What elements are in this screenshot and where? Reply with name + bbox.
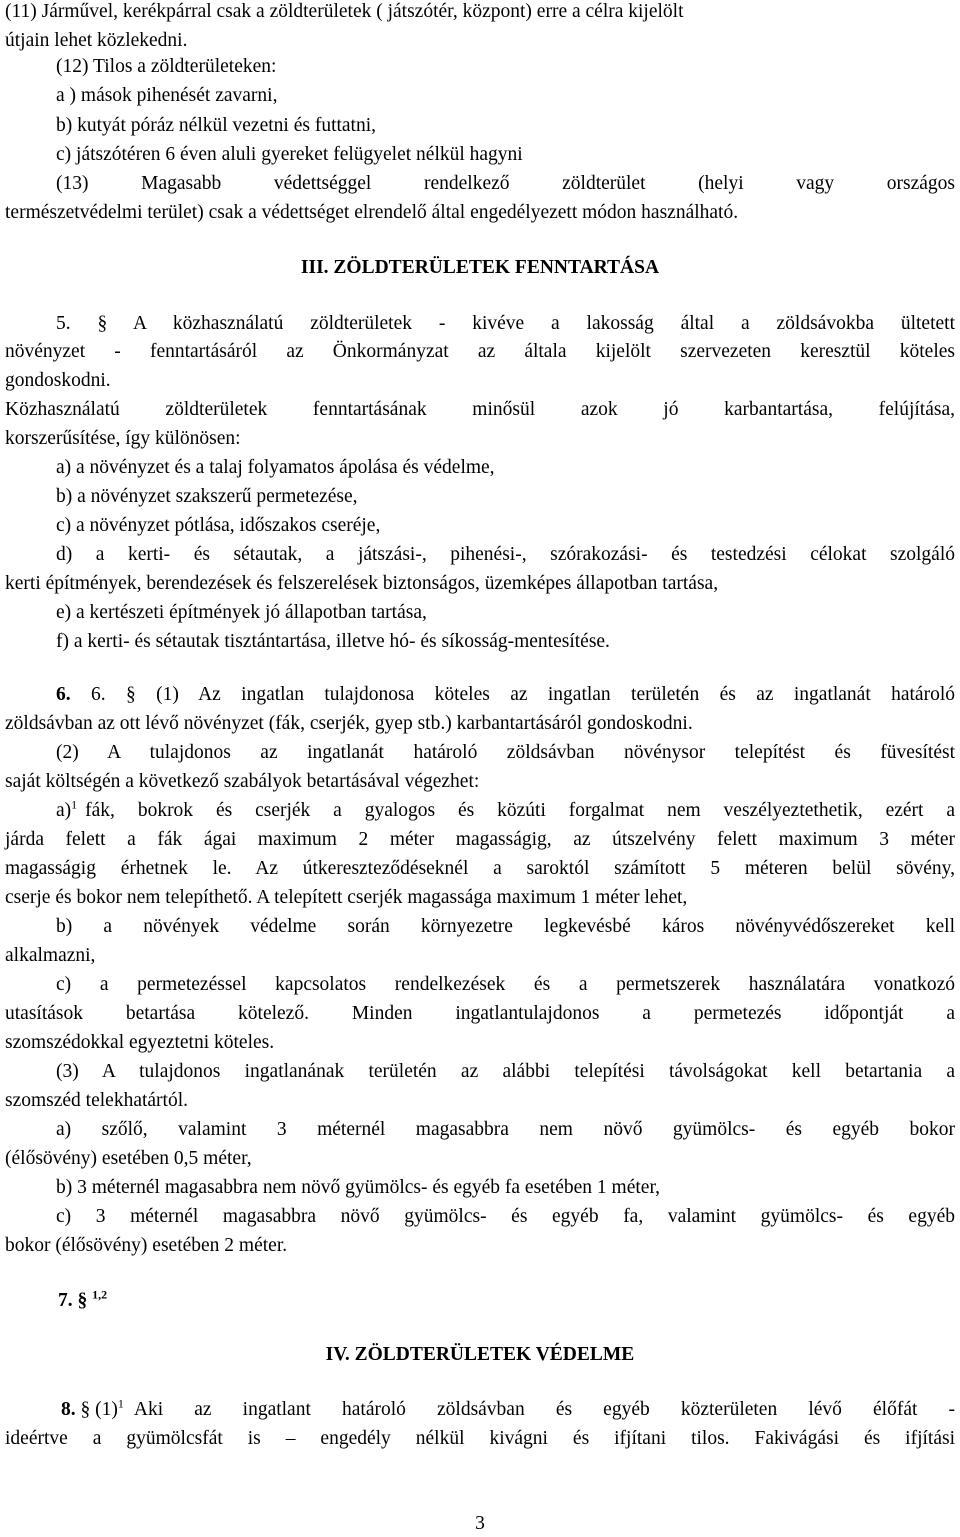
text-line: Közhasználatú zöldterületek fenntartásának minősül azok jó karbantartása, felújítása, [5, 399, 955, 420]
text-line: c) a növényzet pótlása, időszakos cseréje, [56, 515, 381, 536]
text-line: (12) Tilos a zöldterületeken: [56, 56, 277, 77]
text-line: zöldsávban az ott lévő növényzet (fák, cserjék, gyep stb.) karbantartásáról gondoskodni. [5, 713, 693, 734]
text-line: b) kutyát póráz nélkül vezetni és futtatni, [56, 115, 377, 136]
text-line: kerti építmények, berendezések és felszerelések biztonságos, üzemképes állapotban tartása, [5, 573, 719, 594]
text-line: (11) Járművel, kerékpárral csak a zöldterületek ( játszótér, központ) erre a célra kijelölt [5, 1, 684, 22]
text-line: a ) mások pihenését zavarni, [56, 85, 278, 106]
paragraph-7-label: 7. § $^{1,2}$ [58, 1287, 108, 1311]
text-line: ideértve a gyümölcsfát is – engedély nélkül kivágni és ifjítani tilos. Fakivágási és ifjítási [5, 1428, 955, 1449]
text-line: a) a növényzet és a talaj folyamatos ápolása és védelme, [56, 457, 495, 478]
text-line: növényzet - fenntartásáról az Önkormányzat az általa kijelölt szervezeten keresztül köteles [5, 341, 955, 362]
text-line: (2) A tulajdonos az ingatlanát határoló zöldsávban növénysor telepítést és füvesítést [56, 742, 955, 763]
text-line: (élősövény) esetében 0,5 méter, [5, 1148, 252, 1169]
footnote-ref: 1 [71, 797, 78, 812]
text-line: c) 3 méternél magasabbra növő gyümölcs- és egyéb fa, valamint gyümölcs- és egyéb [56, 1206, 955, 1227]
text-line: magasságig érhetnek le. Az útkereszteződéseknél a saroktól számított 5 méteren belül sövény, [5, 858, 955, 879]
text-line: szomszédokkal egyeztetni köteles. [5, 1032, 275, 1053]
text-line: útjain lehet közlekedni. [5, 30, 188, 51]
text-line: b) a növények védelme során környezetre legkevésbé káros növényvédőszereket kell [56, 916, 955, 937]
text-line: saját költségén a következő szabályok betartásával végezhet: [5, 771, 480, 792]
text-line: b) a növényzet szakszerű permetezése, [56, 486, 358, 507]
section-heading: III. ZÖLDTERÜLETEK FENNTARTÁSA [300, 257, 660, 278]
text-line: alkalmazni, [5, 945, 96, 966]
text-line: cserje és bokor nem telepíthető. A telepített cserjék magassága maximum 1 méter lehet, [5, 887, 688, 908]
text-line: (3) A tulajdonos ingatlanának területén az alábbi telepítési távolságokat kell betartania a [56, 1061, 955, 1082]
text-line: c) a permetezéssel kapcsolatos rendelkezések és a permetszerek használatára vonatkozó [56, 974, 955, 995]
text-line: c) játszótéren 6 éven aluli gyereket felügyelet nélkül hagyni [56, 144, 523, 165]
text-line: e) a kertészeti építmények jó állapotban tartása, [56, 602, 427, 623]
text-line: a)$^1$ fák, bokrok és cserjék a gyalogos és közúti forgalmat nem veszélyeztethetik, ezért a [56, 797, 955, 821]
paragraph-8-line: 8. § $(1)^1$ Aki az ingatlant határoló zöldsávban és egyéb közterületen lévő élőfát - [61, 1396, 955, 1420]
text-line: d) a kerti- és sétautak, a játszási-, pihenési-, szórakozási- és testedzési célokat szolgáló [56, 544, 955, 565]
text-line: szomszéd telekhatártól. [5, 1090, 189, 1111]
text-line: f) a kerti- és sétautak tisztántartása, illetve hó- és síkosság-mentesítése. [56, 631, 610, 652]
text-line: (13) Magasabb védettséggel rendelkező zöldterület (helyi vagy országos [56, 173, 955, 194]
paragraph-6-line: 6. 6. § (1) Az ingatlan tulajdonosa köteles az ingatlan területén és az ingatlanát határoló [56, 684, 955, 705]
text-line: korszerűsítése, így különösen: [5, 428, 241, 449]
section-heading: IV. ZÖLDTERÜLETEK VÉDELME [325, 1344, 635, 1365]
text-line: természetvédelmi terület) csak a védettséget elrendelő által engedélyezett módon használható. [5, 202, 739, 223]
text-line: utasítások betartása kötelező. Minden ingatlantulajdonos a permetezés időpontját a [5, 1003, 955, 1024]
page-number: 3 [475, 1513, 485, 1534]
text-line: 5. § A közhasználatú zöldterületek - kivéve a lakosság által a zöldsávokba ültetett [56, 313, 955, 334]
text-line: gondoskodni. [5, 370, 111, 391]
text-line: b) 3 méternél magasabbra nem növő gyümölcs- és egyéb fa esetében 1 méter, [56, 1177, 661, 1198]
text-line: bokor (élősövény) esetében 2 méter. [5, 1235, 288, 1256]
text-line: a) szőlő, valamint 3 méternél magasabbra nem növő gyümölcs- és egyéb bokor [56, 1119, 955, 1140]
text-line: járda felett a fák ágai maximum 2 méter magasságig, az útszelvény felett maximum 3 méter [5, 829, 955, 850]
